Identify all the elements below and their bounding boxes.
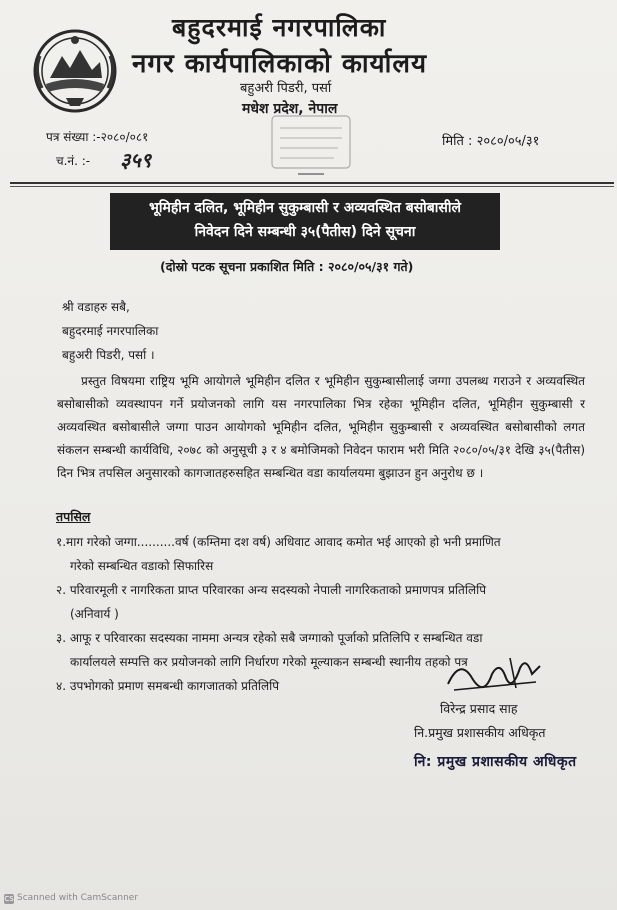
recipient-line2: बहुदरमाई नगरपालिका: [62, 324, 159, 338]
list-item-line1: ४. उपभोगको प्रमाण समबन्धी कागजातको प्रतिलिपि: [56, 679, 280, 693]
office-name: नगर कार्यपालिकाको कार्यालय: [132, 49, 428, 79]
list-item-line1: १.माग गरेको जग्गा..........वर्ष (कम्तिमा दश वर्ष) अधिवाट आवाद कमोत भई आएको हो भनी प्रमाणित: [56, 535, 501, 549]
list-item-line1: ३. आफू र परिवारका सदस्यका नाममा अन्यत्र रहेको सबै जग्गाको पूर्जाको प्रतिलिपि र सम्बन्धित वडा: [56, 631, 483, 645]
notice-title-banner: [110, 193, 500, 250]
list-item-line2: (अनिवार्य ): [70, 607, 119, 621]
list-item-line1: २. परिवारमूली र नागरिकता प्राप्त परिवारका अन्य सदस्यको नेपाली नागरिकताको प्रमाणपत्र प्रतिलिपि: [56, 583, 487, 597]
recipient-line1: श्री वडाहरु सबै,: [62, 300, 130, 314]
letter-number: पत्र संख्या :-२०८०/०८१: [46, 130, 149, 144]
header-divider-thin: [10, 186, 614, 187]
list-item: [56, 578, 596, 626]
dispatch-label: च.नं. :-: [56, 154, 91, 168]
dispatch-number: ३५९: [120, 148, 152, 172]
recipient-line3: बहुअरी पिडरी, पर्सा ।: [62, 348, 155, 362]
letter-date: मिति : २०८०/०५/३१: [442, 134, 540, 149]
signatory-position: नि.प्रमुख प्रशासकीय अधिकृत: [414, 725, 546, 740]
scanner-watermark: [4, 893, 138, 904]
signatory-stamp-text: नि: प्रमुख प्रशासकीय अधिकृत: [414, 754, 577, 770]
office-province: मधेश प्रदेश, नेपाल: [242, 101, 338, 117]
body-paragraph: प्रस्तुत विषयमा राष्ट्रिय भूमि आयोगले भूमिहीन दलित र भूमिहीन सुकुम्बासीलाई जग्गा उपलब्ध गराउने र अव्यवस्थित बसोबासीको व्यवस्थापन गर्ने प्रयोजनको लागि यस नगरपालिका भित्र रहेका भूमिहीन दलित, भूमिहीन सुकुम्बासी र अव्यवस्थित बसोबासीले जग्गा पाउन आयोगको भूमिहीन दलित, भूमिहीन सुकुम्बासी र अव्यवस्थित बसोबासीको लगत संकलन सम्बन्धी कार्यविधि, २०७८ को अनुसूची ३ र ४ बमोजिमको निवेदन फाराम भरी मिति २०८०/०५/३१ देखि ३५(पैतीस) दिन भित्र तपसिल अनुसारको कागजातहरुसहित सम्बन्धित वडा कार्यालयमा बुझाउन हुन अनुरोध छ ।: [57, 374, 585, 480]
tapsil-heading: तपसिल: [56, 509, 91, 524]
list-item: [56, 530, 596, 578]
signatory-name: विरेन्द्र प्रसाद साह: [440, 701, 518, 716]
notice-title-line1: भूमिहीन दलित, भूमिहीन सुकुम्बासी र अव्यवस्थित बसोबासीले: [148, 200, 462, 216]
municipality-emblem-icon: [30, 26, 120, 116]
publication-note: (दोस्रो पटक सूचना प्रकाशित मिति : २०८०/०५/३१ गते): [160, 259, 414, 274]
office-seal-icon: [268, 112, 354, 178]
scanner-text: Scanned with CamScanner: [17, 893, 139, 903]
camscanner-icon: CS: [4, 895, 14, 903]
header-divider: [10, 182, 614, 184]
notice-title-line2: निवेदन दिने सम्बन्धी ३५(पैतीस) दिने सूचना: [194, 224, 416, 240]
handwritten-signature-icon: [440, 648, 550, 698]
office-address: बहुअरी पिडरी, पर्सा: [240, 81, 332, 96]
list-item-line2: गरेको सम्बन्धित वडाको सिफारिस: [70, 559, 214, 573]
list-item-line2: कार्यालयले सम्पत्ति कर प्रयोजनको लागि निर्धारण गरेको मूल्याकन सम्बन्धी स्थानीय तहको पत्र: [70, 655, 468, 669]
municipality-name: बहुदरमाई नगरपालिका: [172, 13, 387, 42]
